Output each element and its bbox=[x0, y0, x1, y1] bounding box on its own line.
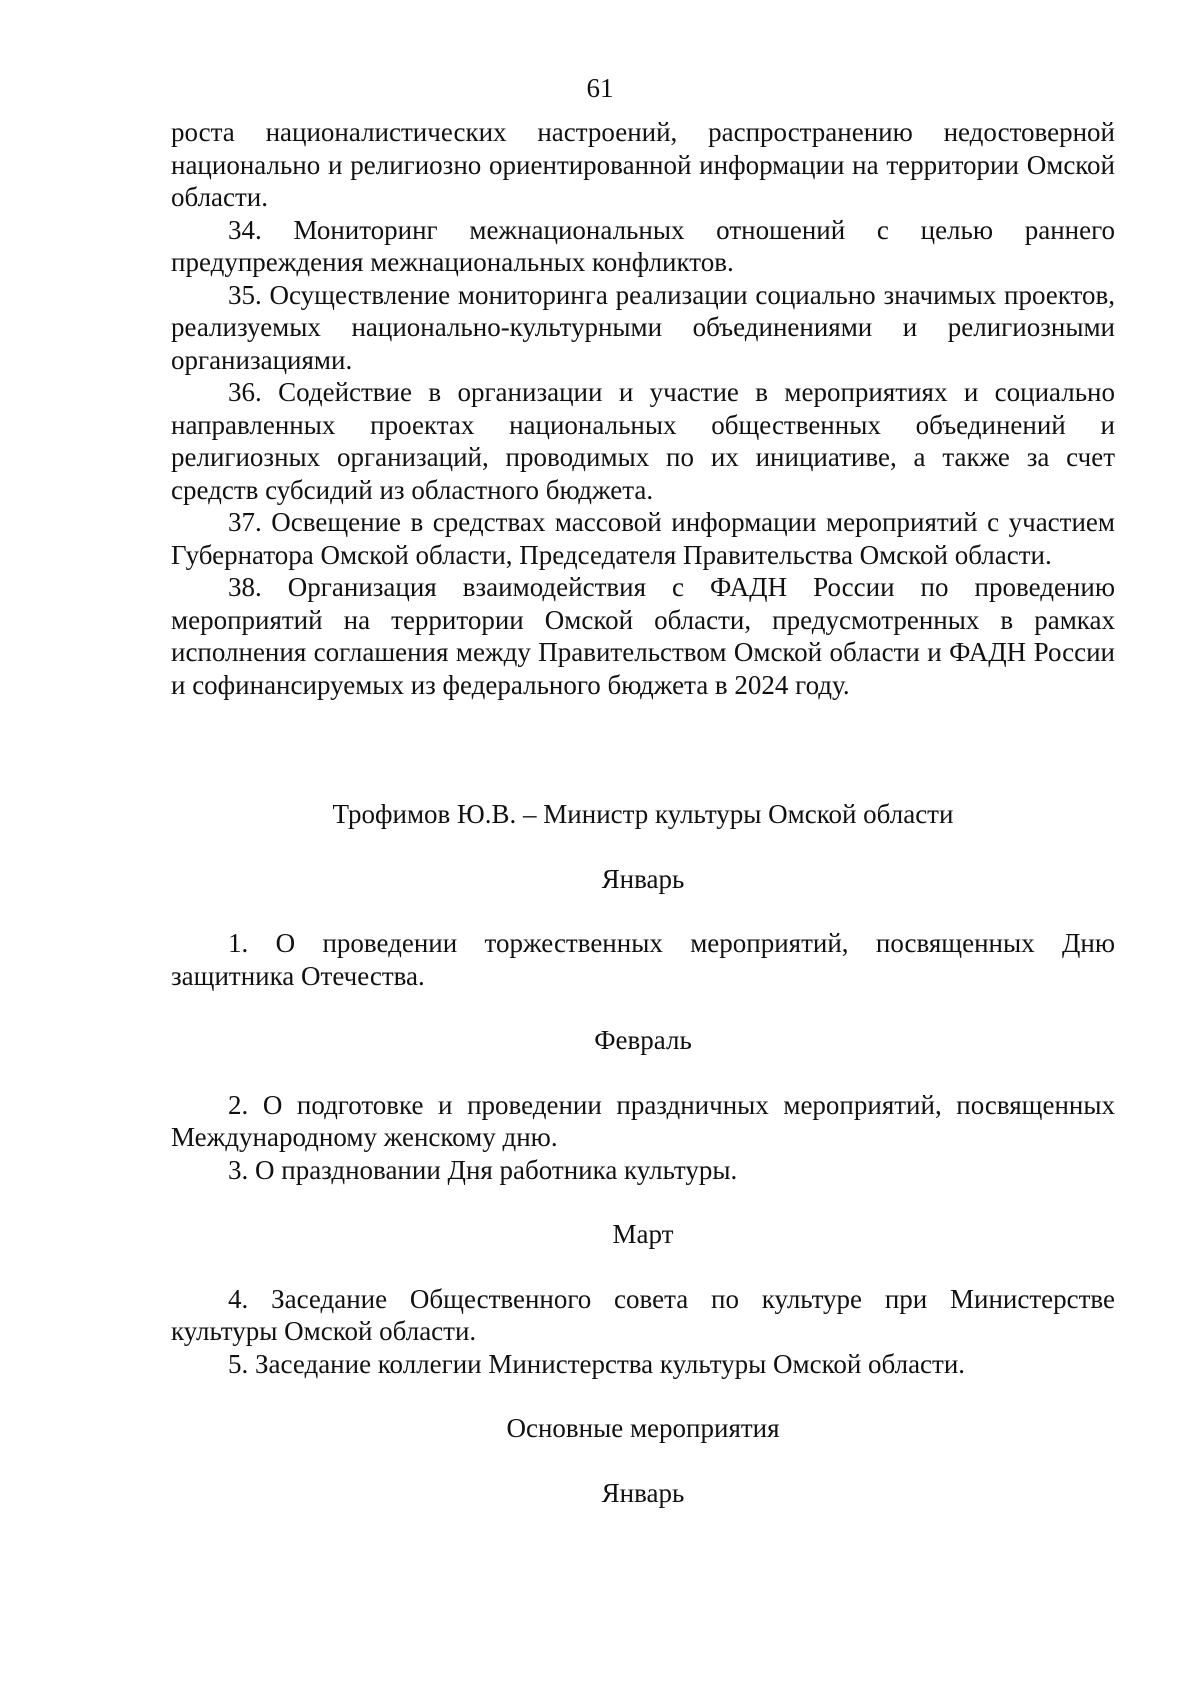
list-item-36 bbox=[171, 376, 1115, 506]
spacer bbox=[171, 831, 1115, 863]
item-number: 1. bbox=[228, 928, 249, 958]
month-heading-january: Январь bbox=[601, 863, 685, 894]
spacer bbox=[171, 1445, 1115, 1477]
item-number: 38. bbox=[228, 572, 262, 602]
item-text: Освещение в средствах массовой информации мероприятий с участием Губернатора Омской области, Председателя Правительства Омской области. bbox=[171, 507, 1115, 570]
item-text: Заседание коллегии Министерства культуры Омской области. bbox=[255, 1348, 966, 1379]
list-item-1 bbox=[171, 927, 1115, 992]
list-item-37 bbox=[171, 506, 1115, 571]
item-text: Заседание Общественного совета по культуре при Министерстве культуры Омской области. bbox=[171, 1283, 1115, 1346]
list-item-35 bbox=[171, 279, 1115, 377]
spacer bbox=[171, 1380, 1115, 1412]
document-body bbox=[171, 116, 1115, 1509]
section-title: Трофимов Ю.В. – Министр культуры Омской области bbox=[332, 799, 954, 829]
item-number: 5. bbox=[228, 1348, 249, 1379]
spacer bbox=[171, 766, 1115, 798]
item-text: О проведении торжественных мероприятий, посвященных Дню защитника Отечества. bbox=[171, 928, 1115, 991]
item-number: 34. bbox=[228, 214, 262, 245]
list-item-5 bbox=[171, 1348, 1115, 1381]
page-number: 61 bbox=[586, 73, 614, 103]
item-number: 37. bbox=[228, 507, 262, 537]
item-number: 36. bbox=[228, 377, 262, 407]
item-text: О подготовке и проведении праздничных мероприятий, посвященных Международному женскому дню. bbox=[171, 1089, 1115, 1152]
spacer bbox=[171, 992, 1115, 1024]
month-heading-january-2: Январь bbox=[601, 1477, 685, 1508]
item-number: 4. bbox=[228, 1283, 249, 1314]
item-text: О праздновании Дня работника культуры. bbox=[255, 1154, 738, 1185]
month-heading-march: Март bbox=[612, 1219, 674, 1249]
item-number: 35. bbox=[228, 279, 262, 310]
item-text: Мониторинг межнациональных отношений с целью раннего предупреждения межнациональных конфликтов. bbox=[171, 214, 1116, 277]
item-number: 3. bbox=[228, 1154, 249, 1185]
item-text: Организация взаимодействия с ФАДН России по проведению мероприятий на территории Омской области, предусмотренных в рамках исполнения соглашения между Правительством Омской области и ФАДН России и софинансируемых из федерального бюджета в 2024 году. bbox=[171, 572, 1116, 700]
list-item-2 bbox=[171, 1089, 1115, 1154]
spacer bbox=[171, 1057, 1115, 1089]
list-item-4 bbox=[171, 1283, 1115, 1348]
continuation-paragraph: роста националистических настроений, распространению недостоверной национально и религиозно ориентированной информации на территории Омской области. bbox=[171, 117, 1115, 212]
list-item-38 bbox=[171, 571, 1115, 701]
list-item-3 bbox=[171, 1154, 1115, 1187]
spacer bbox=[171, 1186, 1115, 1218]
spacer bbox=[171, 895, 1115, 927]
item-number: 2. bbox=[228, 1089, 249, 1120]
list-item-34 bbox=[171, 214, 1115, 279]
month-heading-february: Февраль bbox=[594, 1025, 692, 1055]
main-events-title: Основные мероприятия bbox=[506, 1413, 780, 1443]
spacer bbox=[171, 1251, 1115, 1283]
item-text: Осуществление мониторинга реализации социально значимых проектов, реализуемых национально-культурными объединениями и религиозными организациями. bbox=[171, 279, 1115, 375]
item-text: Содействие в организации и участие в мероприятиях и социально направленных проектах национальных общественных объединений и религиозных организаций, проводимых по их инициативе, а также за счет средств субсидий из областного бюджета. bbox=[171, 377, 1116, 505]
spacer bbox=[171, 701, 1115, 766]
